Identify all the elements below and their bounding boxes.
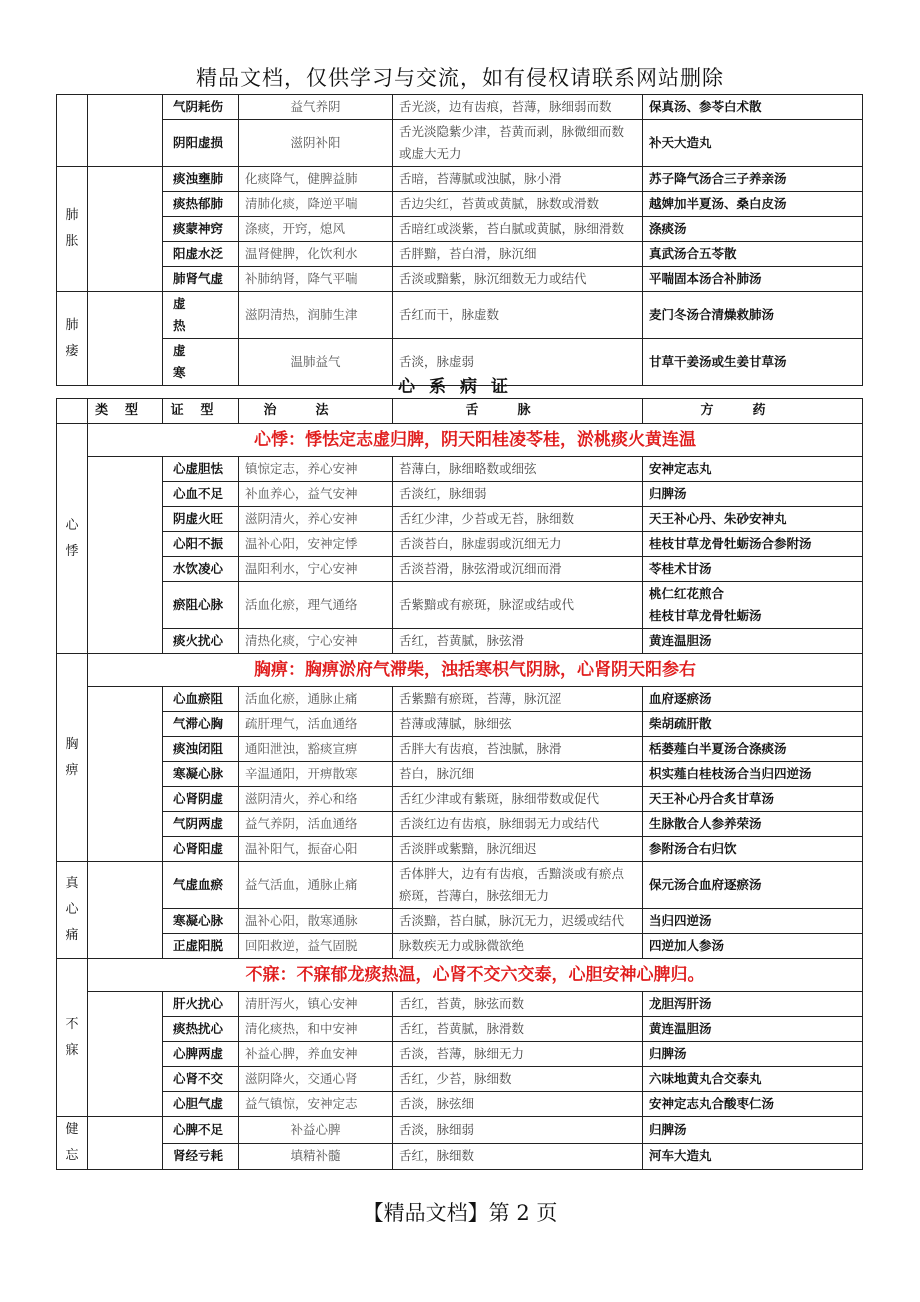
tongue-pulse: 舌淡，脉虚弱 [393, 339, 643, 386]
zheng-type: 心脾两虚 [163, 1042, 239, 1067]
zheng-type: 心阳不振 [163, 532, 239, 557]
tongue-pulse: 舌光淡，边有齿痕，苔薄，脉细弱而数 [393, 95, 643, 120]
tongue-pulse: 舌边尖红，苔黄或黄腻，脉数或滑数 [393, 192, 643, 217]
tongue-pulse: 舌淡或黯紫，脉沉细数无力或结代 [393, 267, 643, 292]
zheng-type: 肺肾气虚 [163, 267, 239, 292]
prescription: 四逆加人参汤 [643, 934, 863, 959]
table-row [57, 934, 863, 959]
mnemonic-row [57, 424, 863, 457]
zheng-type: 心脾不足 [163, 1117, 239, 1144]
tongue-pulse: 舌红，少苔，脉细数 [393, 1067, 643, 1092]
table-row [57, 242, 863, 267]
tongue-pulse: 舌体胖大，边有有齿痕，舌黯淡或有瘀点瘀斑，苔薄白，脉弦细无力 [393, 862, 643, 909]
tongue-pulse: 舌淡，脉弦细 [393, 1092, 643, 1117]
prescription: 真武汤合五苓散 [643, 242, 863, 267]
zheng-type: 水饮凌心 [163, 557, 239, 582]
section-title: 心系病证 [398, 377, 522, 397]
table-heart-diseases [56, 398, 863, 1170]
prescription: 归脾汤 [643, 482, 863, 507]
treatment-method: 温肺益气 [239, 339, 393, 386]
treatment-method: 滋阴清火，养心和络 [239, 787, 393, 812]
table-row [57, 457, 863, 482]
table-row [57, 862, 863, 909]
tongue-pulse: 苔白，脉沉细 [393, 762, 643, 787]
zheng-type: 痰浊壅肺 [163, 167, 239, 192]
table-header-row [57, 399, 863, 424]
prescription: 平喘固本汤合补肺汤 [643, 267, 863, 292]
type-cell [88, 457, 163, 654]
prescription: 栝蒌薤白半夏汤合涤痰汤 [643, 737, 863, 762]
tongue-pulse: 舌红少津或有紫斑，脉细带数或促代 [393, 787, 643, 812]
table-row [57, 1067, 863, 1092]
treatment-method: 活血化瘀，通脉止痛 [239, 687, 393, 712]
zheng-type: 寒凝心脉 [163, 909, 239, 934]
table-row [57, 909, 863, 934]
zheng-type: 痰蒙神窍 [163, 217, 239, 242]
zheng-type: 痰热扰心 [163, 1017, 239, 1042]
tongue-pulse: 舌淡红，脉细弱 [393, 482, 643, 507]
table-row [57, 267, 863, 292]
treatment-method: 清热化痰，宁心安神 [239, 629, 393, 654]
tongue-pulse: 舌胖黯，苔白滑，脉沉细 [393, 242, 643, 267]
zheng-type: 痰浊闭阻 [163, 737, 239, 762]
tongue-pulse: 舌红而干，脉虚数 [393, 292, 643, 339]
treatment-method: 温阳利水，宁心安神 [239, 557, 393, 582]
disease-name: 不 寐 [57, 959, 88, 1117]
prescription: 归脾汤 [643, 1117, 863, 1144]
type-cell [88, 862, 163, 959]
treatment-method: 益气养阴 [239, 95, 393, 120]
type-cell [88, 992, 163, 1117]
prescription: 涤痰汤 [643, 217, 863, 242]
table-row [57, 687, 863, 712]
treatment-method: 补血养心，益气安神 [239, 482, 393, 507]
tongue-pulse: 苔薄白，脉细略数或细弦 [393, 457, 643, 482]
table-row [57, 992, 863, 1017]
zheng-type: 心虚胆怯 [163, 457, 239, 482]
zheng-type: 气阴耗伤 [163, 95, 239, 120]
mnemonic-text: 不寐：不寐郁龙痰热温，心肾不交六交泰，心胆安神心脾归。 [88, 959, 863, 992]
zheng-type: 气虚血瘀 [163, 862, 239, 909]
prescription: 归脾汤 [643, 1042, 863, 1067]
treatment-method: 温肾健脾，化饮利水 [239, 242, 393, 267]
zheng-type: 阳虚水泛 [163, 242, 239, 267]
tongue-pulse: 舌淡胖或紫黯，脉沉细迟 [393, 837, 643, 862]
tongue-pulse: 舌胖大有齿痕，苔浊腻，脉滑 [393, 737, 643, 762]
disease-name: 健 忘 [57, 1117, 88, 1170]
table-row [57, 120, 863, 167]
table-row [57, 812, 863, 837]
type-cell [88, 1117, 163, 1170]
prescription-line: 桂枝甘草龙骨牡蛎汤 [649, 608, 762, 623]
zheng-type: 虚热 [163, 292, 239, 339]
treatment-method: 通阳泄浊，豁痰宣痹 [239, 737, 393, 762]
table-row [57, 712, 863, 737]
treatment-method: 补肺纳肾，降气平喘 [239, 267, 393, 292]
tongue-pulse: 苔薄或薄腻，脉细弦 [393, 712, 643, 737]
table-row [57, 837, 863, 862]
tongue-pulse: 舌淡苔白，脉虚弱或沉细无力 [393, 532, 643, 557]
disease-name: 胸 痹 [57, 654, 88, 862]
mnemonic-row [57, 959, 863, 992]
type-cell [88, 687, 163, 862]
tongue-pulse: 舌红，苔黄，脉弦而数 [393, 992, 643, 1017]
mnemonic-row [57, 654, 863, 687]
tongue-pulse: 舌淡黯，苔白腻，脉沉无力，迟缓或结代 [393, 909, 643, 934]
header-fa: 治法 [239, 399, 393, 424]
prescription [643, 582, 863, 629]
prescription: 安神定志丸合酸枣仁汤 [643, 1092, 863, 1117]
type-cell [88, 95, 163, 167]
zheng-type: 心胆气虚 [163, 1092, 239, 1117]
zheng-type: 心血瘀阻 [163, 687, 239, 712]
prescription: 枳实薤白桂枝汤合当归四逆汤 [643, 762, 863, 787]
treatment-method: 清肺化痰，降逆平喘 [239, 192, 393, 217]
header-spacer [57, 399, 88, 424]
table-row [57, 167, 863, 192]
treatment-method: 活血化瘀，理气通络 [239, 582, 393, 629]
prescription: 保元汤合血府逐瘀汤 [643, 862, 863, 909]
tongue-pulse: 舌紫黯或有瘀斑，脉涩或结或代 [393, 582, 643, 629]
zheng-type: 肾经亏耗 [163, 1143, 239, 1170]
zheng-type: 心肾阳虚 [163, 837, 239, 862]
table-row [57, 95, 863, 120]
prescription: 补天大造丸 [643, 120, 863, 167]
disease-name: 肺 痿 [57, 292, 88, 386]
zheng-type: 心肾不交 [163, 1067, 239, 1092]
prescription: 越婢加半夏汤、桑白皮汤 [643, 192, 863, 217]
disease-name: 心 悸 [57, 424, 88, 654]
prescription: 柴胡疏肝散 [643, 712, 863, 737]
treatment-method: 益气镇惊，安神定志 [239, 1092, 393, 1117]
tongue-pulse: 脉数疾无力或脉微欲绝 [393, 934, 643, 959]
prescription: 六味地黄丸合交泰丸 [643, 1067, 863, 1092]
page-footer: 【精品文档】第 2 页 [362, 1201, 558, 1225]
treatment-method: 滋阴清火，养心安神 [239, 507, 393, 532]
mnemonic-text: 心悸：悸怯定志虚归脾，阴天阳桂凌苓桂，淤桃痰火黄连温 [88, 424, 863, 457]
treatment-method: 益气养阴，活血通络 [239, 812, 393, 837]
treatment-method: 辛温通阳，开痹散寒 [239, 762, 393, 787]
prescription: 黄连温胆汤 [643, 1017, 863, 1042]
prescription: 安神定志丸 [643, 457, 863, 482]
prescription-line: 桃仁红花煎合 [649, 586, 725, 601]
treatment-method: 温补心阳，散寒通脉 [239, 909, 393, 934]
zheng-type: 肝火扰心 [163, 992, 239, 1017]
table-row [57, 1042, 863, 1067]
treatment-method: 益气活血，通脉止痛 [239, 862, 393, 909]
treatment-method: 化痰降气，健脾益肺 [239, 167, 393, 192]
zheng-type: 心肾阴虚 [163, 787, 239, 812]
prescription: 参附汤合右归饮 [643, 837, 863, 862]
tongue-pulse: 舌红，脉细数 [393, 1143, 643, 1170]
prescription: 血府逐瘀汤 [643, 687, 863, 712]
prescription: 河车大造丸 [643, 1143, 863, 1170]
zheng-type: 寒凝心脉 [163, 762, 239, 787]
tongue-pulse: 舌暗红或淡紫，苔白腻或黄腻，脉细滑数 [393, 217, 643, 242]
treatment-method: 清肝泻火，镇心安神 [239, 992, 393, 1017]
treatment-method: 补益心脾 [239, 1117, 393, 1144]
prescription: 生脉散合人参养荣汤 [643, 812, 863, 837]
treatment-method: 疏肝理气，活血通络 [239, 712, 393, 737]
prescription: 黄连温胆汤 [643, 629, 863, 654]
zheng-type: 心血不足 [163, 482, 239, 507]
prescription: 苓桂术甘汤 [643, 557, 863, 582]
header-type: 类型 [88, 399, 163, 424]
table-row [57, 1017, 863, 1042]
table-lung-diseases [56, 94, 863, 386]
treatment-method: 镇惊定志，养心安神 [239, 457, 393, 482]
prescription: 桂枝甘草龙骨牡蛎汤合参附汤 [643, 532, 863, 557]
table-row [57, 482, 863, 507]
treatment-method: 补益心脾，养血安神 [239, 1042, 393, 1067]
disease-name: 真 心 痛 [57, 862, 88, 959]
table-row [57, 1092, 863, 1117]
tongue-pulse: 舌红，苔黄腻，脉滑数 [393, 1017, 643, 1042]
zheng-type: 痰热郁肺 [163, 192, 239, 217]
tongue-pulse: 舌淡苔滑，脉弦滑或沉细而滑 [393, 557, 643, 582]
tongue-pulse: 舌红少津，少苔或无苔，脉细数 [393, 507, 643, 532]
table-row [57, 1117, 863, 1144]
zheng-type: 气阴两虚 [163, 812, 239, 837]
type-cell [88, 167, 163, 292]
treatment-method: 温补心阳，安神定悸 [239, 532, 393, 557]
table-row [57, 192, 863, 217]
table-row [57, 292, 863, 339]
table-row [57, 532, 863, 557]
tongue-pulse: 舌淡，脉细弱 [393, 1117, 643, 1144]
table-row [57, 762, 863, 787]
prescription: 保真汤、参苓白术散 [643, 95, 863, 120]
prescription: 麦门冬汤合清燥救肺汤 [643, 292, 863, 339]
zheng-type: 虚寒 [163, 339, 239, 386]
treatment-method: 温补阳气，振奋心阳 [239, 837, 393, 862]
header-she: 舌脉 [393, 399, 643, 424]
page-header: 精品文档，仅供学习与交流，如有侵权请联系网站删除 [196, 66, 724, 90]
tongue-pulse: 舌紫黯有瘀斑，苔薄，脉沉涩 [393, 687, 643, 712]
table-row [57, 582, 863, 629]
mnemonic-text: 胸痹：胸痹淤府气滞柴，浊括寒枳气阴脉，心肾阴天阳参右 [88, 654, 863, 687]
disease-name [57, 95, 88, 167]
zheng-type: 瘀阻心脉 [163, 582, 239, 629]
table-row [57, 1143, 863, 1170]
zheng-type: 气滞心胸 [163, 712, 239, 737]
treatment-method: 回阳救逆，益气固脱 [239, 934, 393, 959]
zheng-type: 阴阳虚损 [163, 120, 239, 167]
prescription: 当归四逆汤 [643, 909, 863, 934]
treatment-method: 滋阴降火，交通心肾 [239, 1067, 393, 1092]
disease-name: 肺 胀 [57, 167, 88, 292]
prescription: 甘草干姜汤或生姜甘草汤 [643, 339, 863, 386]
table-row [57, 507, 863, 532]
treatment-method: 填精补髓 [239, 1143, 393, 1170]
table-row [57, 737, 863, 762]
header-fang: 方药 [643, 399, 863, 424]
tongue-pulse: 舌光淡隐紫少津，苔黄而剥，脉微细而数或虚大无力 [393, 120, 643, 167]
zheng-type: 正虚阳脱 [163, 934, 239, 959]
treatment-method: 清化痰热，和中安神 [239, 1017, 393, 1042]
prescription: 龙胆泻肝汤 [643, 992, 863, 1017]
prescription: 苏子降气汤合三子养亲汤 [643, 167, 863, 192]
treatment-method: 涤痰，开窍，熄风 [239, 217, 393, 242]
prescription: 天王补心丹、朱砂安神丸 [643, 507, 863, 532]
zheng-type: 阴虚火旺 [163, 507, 239, 532]
tongue-pulse: 舌暗，苔薄腻或浊腻，脉小滑 [393, 167, 643, 192]
table-row [57, 787, 863, 812]
treatment-method: 滋阴补阳 [239, 120, 393, 167]
tongue-pulse: 舌红，苔黄腻，脉弦滑 [393, 629, 643, 654]
zheng-type: 痰火扰心 [163, 629, 239, 654]
table-row [57, 557, 863, 582]
tongue-pulse: 舌淡红边有齿痕，脉细弱无力或结代 [393, 812, 643, 837]
table-row [57, 629, 863, 654]
prescription: 天王补心丹合炙甘草汤 [643, 787, 863, 812]
tongue-pulse: 舌淡，苔薄，脉细无力 [393, 1042, 643, 1067]
header-zheng: 证型 [163, 399, 239, 424]
table-row [57, 217, 863, 242]
treatment-method: 滋阴清热，润肺生津 [239, 292, 393, 339]
